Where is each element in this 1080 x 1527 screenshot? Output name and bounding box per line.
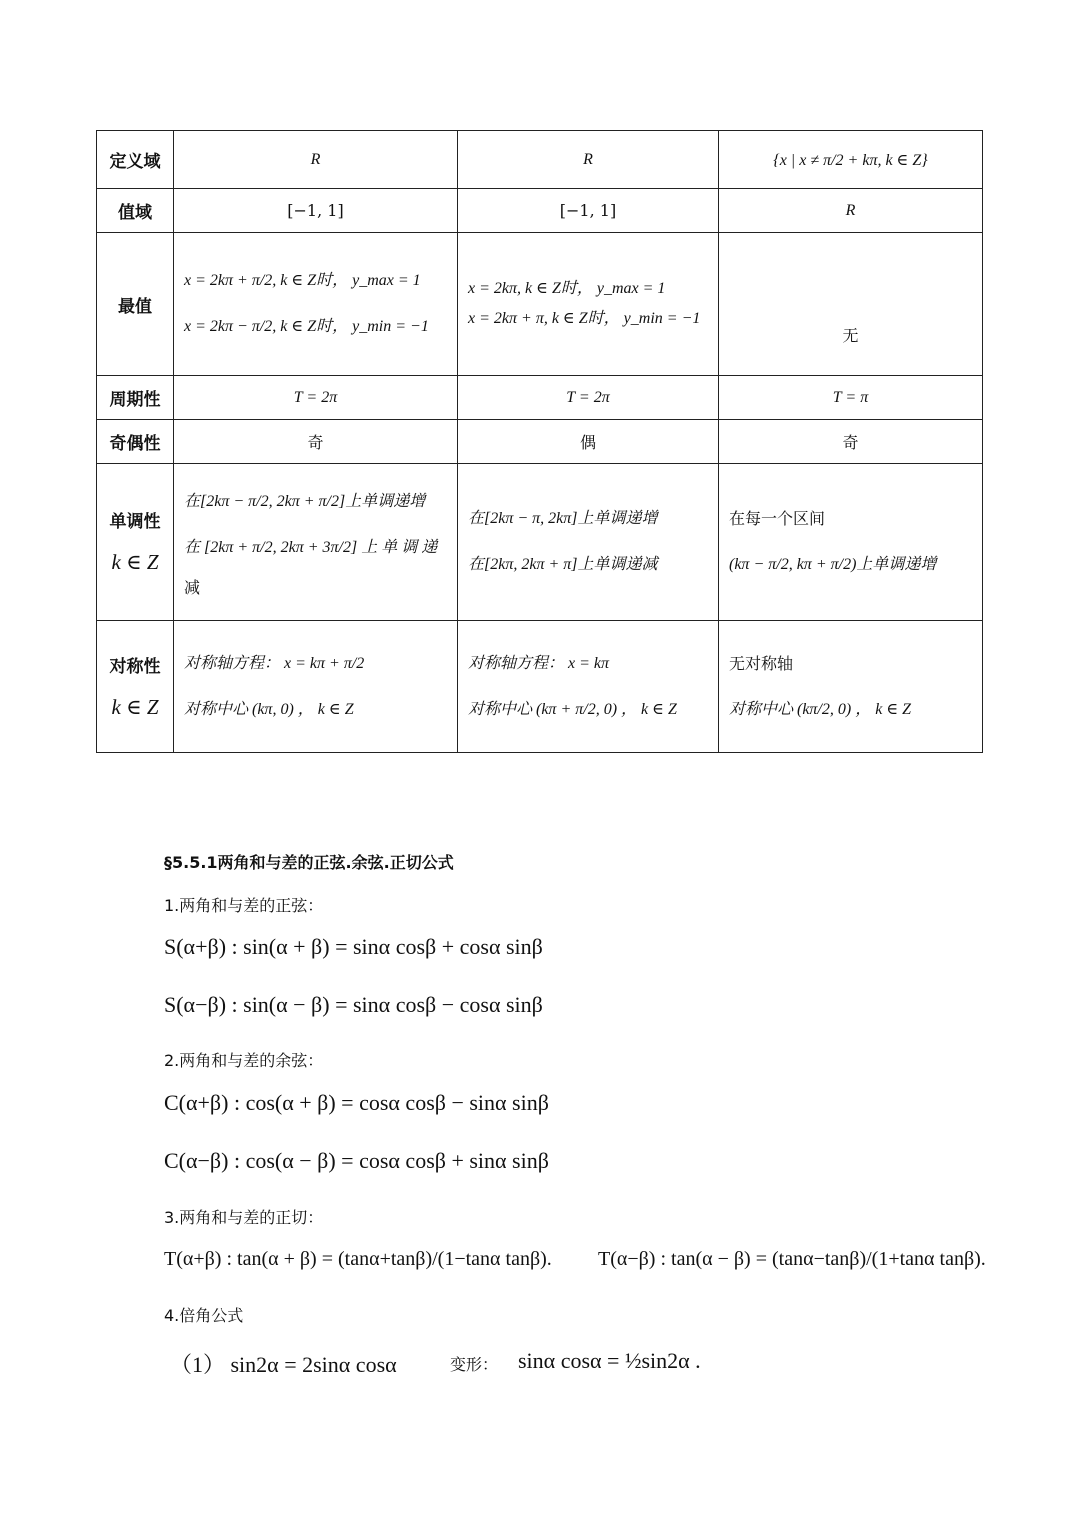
sin-min: x = 2kπ − π/2, k ∈ Z时， y_min = −1 xyxy=(184,318,429,335)
tan-extrema: 无 xyxy=(719,233,983,376)
tan-period: T = π xyxy=(719,376,983,420)
row-monotonicity xyxy=(97,464,983,621)
header-monotonicity xyxy=(97,464,174,621)
cos-symmetry xyxy=(458,621,719,753)
header-parity: 奇偶性 xyxy=(97,420,174,464)
cos-domain: R xyxy=(458,131,719,189)
header-symmetry xyxy=(97,621,174,753)
tan-parity: 奇 xyxy=(719,420,983,464)
cos-axis: 对称轴方程： x = kπ xyxy=(468,654,610,672)
tan-axis: 无对称轴 xyxy=(729,653,794,673)
row-domain xyxy=(97,131,983,189)
tan-range: R xyxy=(719,189,983,233)
formula-sine-sum: S(α+β) : sin(α + β) = sinα cosβ + cosα sinβ xyxy=(164,934,543,959)
subheading-cosine: 2.两角和与差的余弦： xyxy=(164,1051,324,1070)
header-extrema: 最值 xyxy=(97,233,174,376)
sin-decreasing: 在 [2kπ + π/2, 2kπ + 3π/2] 上 单 调 递 xyxy=(184,539,438,556)
header-range: 值域 xyxy=(97,189,174,233)
row-symmetry xyxy=(97,621,983,753)
sin-extrema xyxy=(174,233,458,376)
sin-range: [−1, 1] xyxy=(174,189,458,233)
subheading-sine: 1.两角和与差的正弦： xyxy=(164,896,324,915)
sin-period: T = 2π xyxy=(174,376,458,420)
cos-max: x = 2kπ, k ∈ Z时， y_max = 1 xyxy=(468,280,666,297)
row-range xyxy=(97,189,983,233)
header-domain: 定义域 xyxy=(97,131,174,189)
sin-parity: 奇 xyxy=(174,420,458,464)
tan-increasing: (kπ − π/2, kπ + π/2)上单调递增 xyxy=(729,556,937,573)
cos-min: x = 2kπ + π, k ∈ Z时， y_min = −1 xyxy=(468,310,701,327)
tan-domain: {x | x ≠ π/2 + kπ, k ∈ Z} xyxy=(719,131,983,189)
sin-max: x = 2kπ + π/2, k ∈ Z时， y_max = 1 xyxy=(184,272,421,289)
header-monotonicity-k: k ∈ Z xyxy=(111,550,159,574)
formula-cosine-sum: C(α+β) : cos(α + β) = cosα cosβ − sinα sinβ xyxy=(164,1090,549,1115)
sin-domain: R xyxy=(174,131,458,189)
sin-decreasing-end: 减 xyxy=(184,578,201,597)
tan-interval-label: 在每一个区间 xyxy=(729,509,826,528)
sin-symmetry xyxy=(174,621,458,753)
cos-extrema xyxy=(458,233,719,376)
tan-symmetry xyxy=(719,621,983,753)
row-period xyxy=(97,376,983,420)
cos-decreasing: 在[2kπ, 2kπ + π]上单调递减 xyxy=(468,556,658,573)
subheading-double-angle: 4.倍角公式 xyxy=(164,1306,244,1325)
cos-center: 对称中心 (kπ + π/2, 0) ， k ∈ Z xyxy=(468,700,677,718)
formula-double-angle-sine: （1） sin2α = 2sinα cosα xyxy=(170,1352,397,1377)
formula-sine-difference: S(α−β) : sin(α − β) = sinα cosβ − cosα sinβ xyxy=(164,992,543,1017)
tan-monotonicity xyxy=(719,464,983,621)
cos-parity: 偶 xyxy=(458,420,719,464)
cos-period: T = 2π xyxy=(458,376,719,420)
sin-increasing: 在[2kπ − π/2, 2kπ + π/2]上单调递增 xyxy=(184,493,426,510)
subheading-tangent: 3.两角和与差的正切： xyxy=(164,1208,324,1227)
row-parity xyxy=(97,420,983,464)
header-symmetry-label: 对称性 xyxy=(109,656,161,677)
cos-monotonicity xyxy=(458,464,719,621)
formula-double-angle-variant: sinα cosα = ½sin2α . xyxy=(518,1348,701,1373)
cos-range: [−1, 1] xyxy=(458,189,719,233)
header-symmetry-k: k ∈ Z xyxy=(111,694,159,719)
header-monotonicity-label: 单调性 xyxy=(109,512,161,532)
section-title: §5.5.1两角和与差的正弦.余弦.正切公式 xyxy=(164,853,454,872)
row-extrema xyxy=(97,233,983,376)
header-period: 周期性 xyxy=(97,376,174,420)
formula-tangent-difference: T(α−β) : tan(α − β) = (tanα−tanβ)/(1+tanα tanβ). xyxy=(598,1248,986,1270)
sin-monotonicity xyxy=(174,464,458,621)
formula-variant-label: 变形： xyxy=(450,1355,499,1374)
cos-increasing: 在[2kπ − π, 2kπ]上单调递增 xyxy=(468,510,658,527)
sin-axis: 对称轴方程： x = kπ + π/2 xyxy=(184,654,365,672)
formula-tangent-sum: T(α+β) : tan(α + β) = (tanα+tanβ)/(1−tanα tanβ). xyxy=(164,1248,552,1270)
trig-properties-table xyxy=(96,130,983,753)
sin-center: 对称中心 (kπ, 0) ， k ∈ Z xyxy=(184,700,354,718)
formula-cosine-difference: C(α−β) : cos(α − β) = cosα cosβ + sinα sinβ xyxy=(164,1148,549,1173)
tan-center: 对称中心 (kπ/2, 0) ， k ∈ Z xyxy=(729,700,912,718)
